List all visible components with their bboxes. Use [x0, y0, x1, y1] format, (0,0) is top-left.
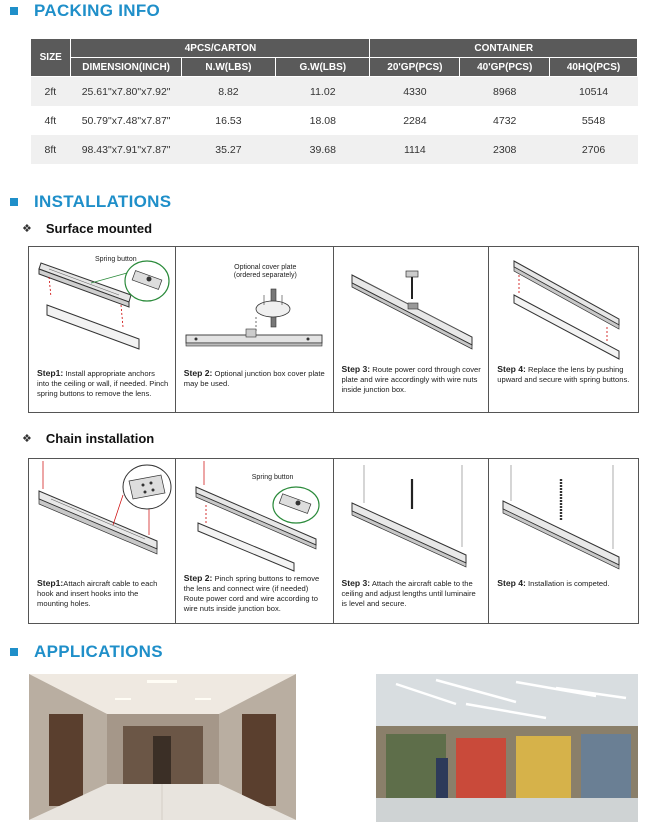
chain-step-3-diagram	[334, 459, 489, 579]
step-text: Replace the lens by pushing upward and secure with spring buttons.	[497, 365, 630, 384]
step-label: Step 4:	[497, 364, 526, 374]
dimension-cell: 98.43"x7.91"x7.87"	[71, 135, 181, 164]
step-text: Pinch spring buttons to remove the lens and connect wire (if needed) Route power cord and wire according to wire nuts inside junction box.	[183, 574, 320, 613]
spring-button-label: Spring button	[95, 256, 137, 263]
step-label: Step 3:	[341, 578, 371, 588]
gw-header: G.W(LBS)	[276, 58, 370, 77]
cover-plate-label	[234, 264, 297, 280]
size-cell: 8ft	[31, 135, 71, 164]
surface-step-2-caption	[184, 368, 327, 389]
diamond-bullet-icon: ❖	[22, 223, 32, 235]
gp40-cell: 4732	[460, 106, 550, 135]
chain-installation-title: Chain installation	[45, 431, 155, 446]
chain-step-4-caption	[497, 578, 632, 589]
carton-group-header: 4PCS/CARTON	[71, 39, 370, 58]
step-text: Install appropriate anchors into the ceiling or wall, if needed. Pinch spring buttons to remove the lens.	[37, 369, 169, 398]
surface-step-3-panel	[334, 247, 490, 412]
packing-info-title: PACKING INFO	[34, 1, 161, 20]
gp20-header: 20'GP(PCS)	[370, 58, 460, 77]
surface-mounted-heading	[22, 221, 152, 236]
surface-step-1-panel	[29, 247, 176, 412]
chain-step-4-panel	[489, 459, 638, 623]
packing-info-heading	[10, 1, 160, 21]
gp40-cell: 2308	[460, 135, 550, 164]
step-text: Attach aircraft cable to each hook and insert hooks into the mounting holes.	[37, 579, 158, 608]
step-text: Optional junction box cover plate may be used.	[183, 369, 325, 388]
table-row	[31, 77, 638, 107]
hq40-header: 40HQ(PCS)	[550, 58, 638, 77]
surface-step-1-diagram	[29, 247, 175, 367]
gp20-cell: 4330	[370, 77, 460, 107]
chain-step-2-caption	[184, 573, 327, 614]
diamond-bullet-icon: ❖	[22, 433, 32, 445]
table-row	[31, 135, 638, 164]
gp20-cell: 2284	[370, 106, 460, 135]
nw-header: N.W(LBS)	[181, 58, 275, 77]
dimension-cell: 25.61"x7.80"x7.92"	[71, 77, 181, 107]
gp40-header: 40'GP(PCS)	[460, 58, 550, 77]
chain-step-3-caption	[342, 578, 483, 609]
step-text: Installation is competed.	[525, 579, 610, 588]
applications-title: APPLICATIONS	[34, 642, 163, 661]
cover-plate-text: Optional cover plate	[234, 264, 297, 271]
heading-bullet-icon	[10, 198, 18, 206]
step-text: Attach the aircraft cable to the ceiling and adjust lengths until luminaire is level and secure.	[341, 579, 476, 608]
surface-step-1-caption	[37, 368, 169, 399]
chain-step-1-panel	[29, 459, 176, 623]
surface-step-4-caption	[497, 364, 632, 385]
hallway-photo	[29, 674, 296, 820]
surface-steps-row	[28, 246, 639, 413]
heading-bullet-icon	[10, 7, 18, 15]
nw-cell: 8.82	[181, 77, 275, 107]
step-text: Route power cord through cover plate and wire accordingly with wire nuts inside junction box.	[341, 365, 481, 394]
chain-step-4-diagram	[489, 459, 638, 579]
chain-step-1-caption	[37, 578, 169, 609]
size-cell: 2ft	[31, 77, 71, 107]
chain-step-1-diagram	[29, 459, 175, 579]
installations-heading	[10, 192, 171, 212]
surface-step-3-caption	[342, 364, 483, 395]
table-row	[31, 106, 638, 135]
chain-steps-row	[28, 458, 639, 624]
container-group-header: CONTAINER	[370, 39, 638, 58]
heading-bullet-icon	[10, 648, 18, 656]
gw-cell: 18.08	[276, 106, 370, 135]
nw-cell: 16.53	[181, 106, 275, 135]
gw-cell: 39.68	[276, 135, 370, 164]
dimension-header: DIMENSION(INCH)	[71, 58, 181, 77]
chain-step-2-panel	[176, 459, 334, 623]
surface-step-2-panel	[176, 247, 334, 412]
step-label: Step 2:	[183, 573, 213, 583]
step-label: Step 3:	[341, 364, 371, 374]
chain-installation-heading	[22, 431, 154, 446]
chain-step-3-panel	[334, 459, 490, 623]
step-label: Step1:	[37, 578, 64, 588]
size-cell: 4ft	[31, 106, 71, 135]
step-label: Step 4:	[497, 578, 526, 588]
step-label: Step 2:	[183, 368, 213, 378]
surface-step-4-panel	[489, 247, 638, 412]
supermarket-photo	[376, 674, 638, 822]
dimension-cell: 50.79"x7.48"x7.87"	[71, 106, 181, 135]
size-header: SIZE	[31, 39, 71, 77]
cover-plate-note: (ordered separately)	[233, 272, 297, 279]
applications-heading	[10, 642, 163, 662]
spring-button-label: Spring button	[251, 474, 294, 481]
gw-cell: 11.02	[276, 77, 370, 107]
hq40-cell: 2706	[550, 135, 638, 164]
hq40-cell: 10514	[550, 77, 638, 107]
packing-table	[30, 38, 638, 164]
surface-mounted-title: Surface mounted	[45, 221, 153, 236]
nw-cell: 35.27	[181, 135, 275, 164]
surface-step-4-diagram	[489, 247, 638, 367]
gp20-cell: 1114	[370, 135, 460, 164]
hq40-cell: 5548	[550, 106, 638, 135]
gp40-cell: 8968	[460, 77, 550, 107]
step-label: Step1:	[37, 368, 64, 378]
installations-title: INSTALLATIONS	[34, 192, 172, 211]
surface-step-3-diagram	[334, 247, 489, 367]
